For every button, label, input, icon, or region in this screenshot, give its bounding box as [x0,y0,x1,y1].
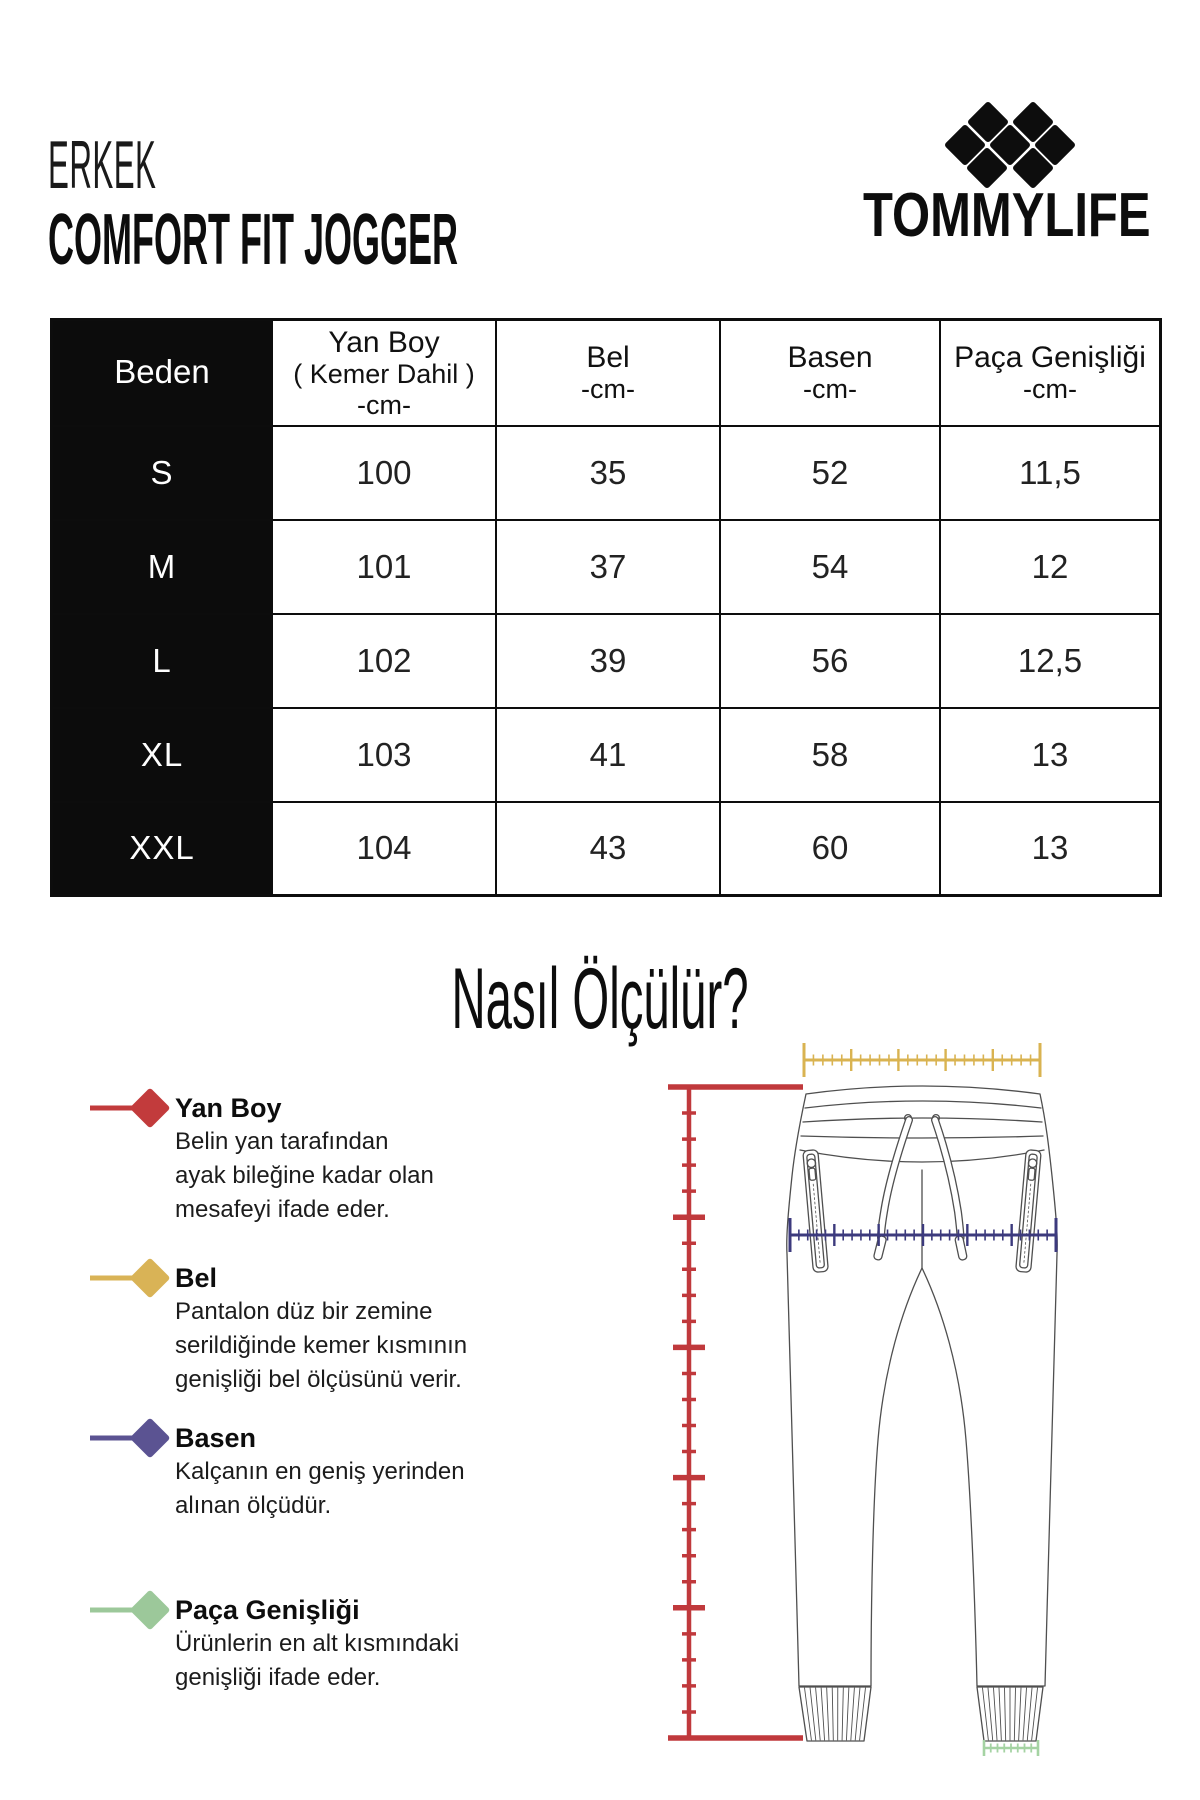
size-cell: XL [52,708,273,802]
size-table-header-row [52,320,1161,426]
value-cell: 12,5 [940,614,1161,708]
legend-text [175,1080,535,1240]
legend-line: ayak bileğine kadar olan [175,1162,434,1189]
paca-diamond-icon [73,1582,183,1638]
value-cell: 13 [940,802,1161,896]
legend-description [175,1125,434,1227]
brand-name-text: TOMMYLIFE [863,181,1151,250]
table-row-xxl [52,802,1161,896]
yan-boy-ruler [668,1087,803,1738]
legend-line: alınan ölçüdür. [175,1492,332,1519]
col-header-label: Bel [586,340,630,374]
table-row-xl [52,708,1161,802]
legend-line: Kalçanın en geniş yerinden [175,1458,465,1485]
col-header-sub: ( Kemer Dahil ) [293,359,475,390]
legend-line: Ürünlerin en alt kısmındaki [175,1630,460,1657]
value-cell: 43 [496,802,720,896]
col-header-basen [720,320,940,426]
value-cell: 102 [272,614,496,708]
value-cell: 13 [940,708,1161,802]
col-header-paca [940,320,1161,426]
col-header-unit: -cm- [1023,374,1077,405]
value-cell: 52 [720,426,940,520]
jogger-sketch-diagram [620,1020,1100,1780]
table-row-s [52,426,1161,520]
bel-diamond-icon [73,1250,183,1306]
product-title-text: COMFORT FIT JOGGER [48,200,458,280]
product-title [48,199,868,281]
value-cell: 41 [496,708,720,802]
col-header-unit: -cm- [581,374,635,405]
col-header-unit: -cm- [803,374,857,405]
value-cell: 101 [272,520,496,614]
size-table [50,318,1162,897]
legend-line: Pantalon düz bir zemine [175,1298,433,1325]
value-cell: 60 [720,802,940,896]
legend-line: genişliği ifade eder. [175,1664,381,1691]
bel-ruler [804,1043,1040,1077]
value-cell: 54 [720,520,940,614]
basen-diamond-icon [73,1410,183,1466]
legend-line: mesafeyi ifade eder. [175,1196,390,1223]
legend-title: Basen [175,1423,257,1453]
table-row-l [52,614,1161,708]
category-title-text: ERKEK [48,127,157,203]
value-cell: 12 [940,520,1161,614]
legend-line: serildiğinde kemer kısmının [175,1332,468,1359]
brand-name [863,180,1200,251]
size-cell: L [52,614,273,708]
legend-description [175,1627,459,1695]
legend-text [175,1582,535,1742]
value-cell: 103 [272,708,496,802]
category-title [48,126,284,204]
paca-ruler [984,1740,1038,1756]
value-cell: 35 [496,426,720,520]
legend-line: Belin yan tarafından [175,1128,389,1155]
col-header-yanboy [272,320,496,426]
legend-title: Paça Genişliği [175,1595,360,1625]
legend-description [175,1455,465,1523]
col-header-label: Basen [787,340,873,374]
col-header-bel [496,320,720,426]
pants-sketch [787,1086,1058,1741]
col-header-beden [52,320,273,426]
yan-boy-diamond-icon [73,1080,183,1136]
size-cell: S [52,426,273,520]
col-header-label: Beden [114,353,210,391]
legend-title: Yan Boy [175,1093,282,1123]
legend-text [175,1410,535,1570]
col-header-label: Paça Genişliği [954,340,1146,374]
legend-line: genişliği bel ölçüsünü verir. [175,1366,462,1393]
legend-text [175,1250,535,1410]
size-cell: XXL [52,802,273,896]
value-cell: 11,5 [940,426,1161,520]
value-cell: 104 [272,802,496,896]
measure-section-title-text: Nasıl Ölçülür? [451,951,749,1047]
value-cell: 39 [496,614,720,708]
col-header-label: Yan Boy [328,325,440,359]
col-header-unit: -cm- [357,389,411,420]
size-cell: M [52,520,273,614]
legend-description [175,1295,467,1397]
value-cell: 56 [720,614,940,708]
value-cell: 37 [496,520,720,614]
legend-title: Bel [175,1263,218,1293]
value-cell: 100 [272,426,496,520]
value-cell: 58 [720,708,940,802]
table-row-m [52,520,1161,614]
